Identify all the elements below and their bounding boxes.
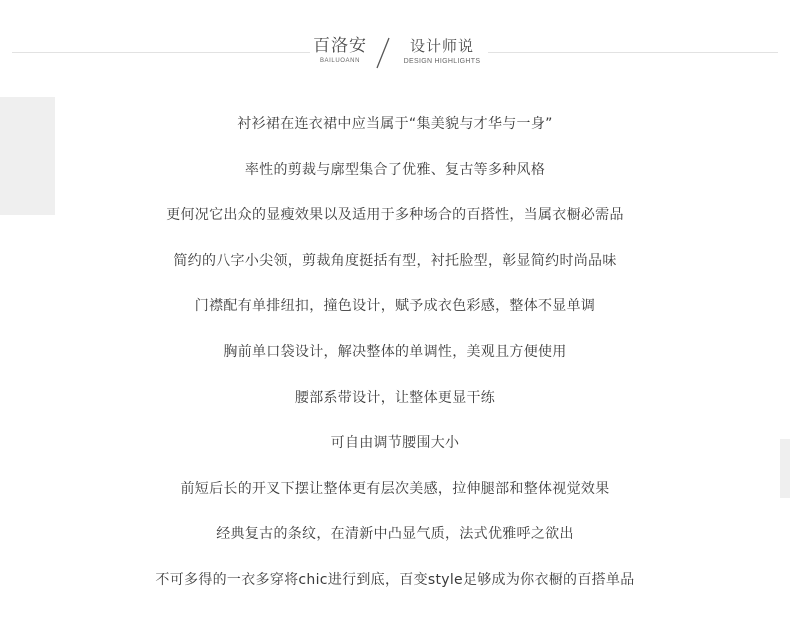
brand-logo bbox=[312, 36, 368, 65]
section-title bbox=[398, 37, 486, 66]
highlight-line: 前短后长的开叉下摆让整体更有层次美感，拉伸腿部和整体视觉效果 bbox=[180, 480, 610, 497]
highlight-line: 简约的八字小尖领，剪裁角度挺括有型，衬托脸型，彰显简约时尚品味 bbox=[173, 252, 617, 269]
section-title-cn: 设计师说 bbox=[409, 37, 474, 55]
highlight-line: 门襟配有单排纽扣，撞色设计，赋予成衣色彩感，整体不显单调 bbox=[194, 298, 596, 315]
header-divider-right bbox=[488, 52, 778, 53]
highlight-line: 衬衫裙在连衣裙中应当属于“集美貌与才华与一身” bbox=[237, 116, 553, 132]
section-title-en: DESIGN HIGHLIGHTS bbox=[403, 58, 481, 65]
highlight-line: 经典复古的条纹，在清新中凸显气质，法式优雅呼之欲出 bbox=[216, 526, 574, 543]
brand-name-en: BAILUOANN bbox=[319, 58, 361, 64]
highlight-line: 胸前单口袋设计，解决整体的单调性，美观且方便使用 bbox=[223, 343, 567, 360]
section-header bbox=[0, 30, 790, 74]
highlight-line: 率性的剪裁与廓型集合了优雅、复古等多种风格 bbox=[244, 161, 546, 178]
highlight-line: 更何况它出众的显瘦效果以及适用于多种场合的百搭性，当属衣橱必需品 bbox=[166, 207, 624, 224]
highlight-line: 腰部系带设计，让整体更显干练 bbox=[294, 389, 496, 406]
highlight-line: 可自由调节腰围大小 bbox=[330, 435, 460, 452]
brand-name-cn: 百洛安 bbox=[313, 36, 367, 56]
design-highlights-list bbox=[0, 112, 790, 614]
highlight-line: 不可多得的一衣多穿将chic进行到底，百变style足够成为你衣橱的百搭单品 bbox=[155, 571, 635, 588]
header-divider-left bbox=[12, 52, 310, 53]
slash-divider-icon bbox=[374, 36, 392, 70]
